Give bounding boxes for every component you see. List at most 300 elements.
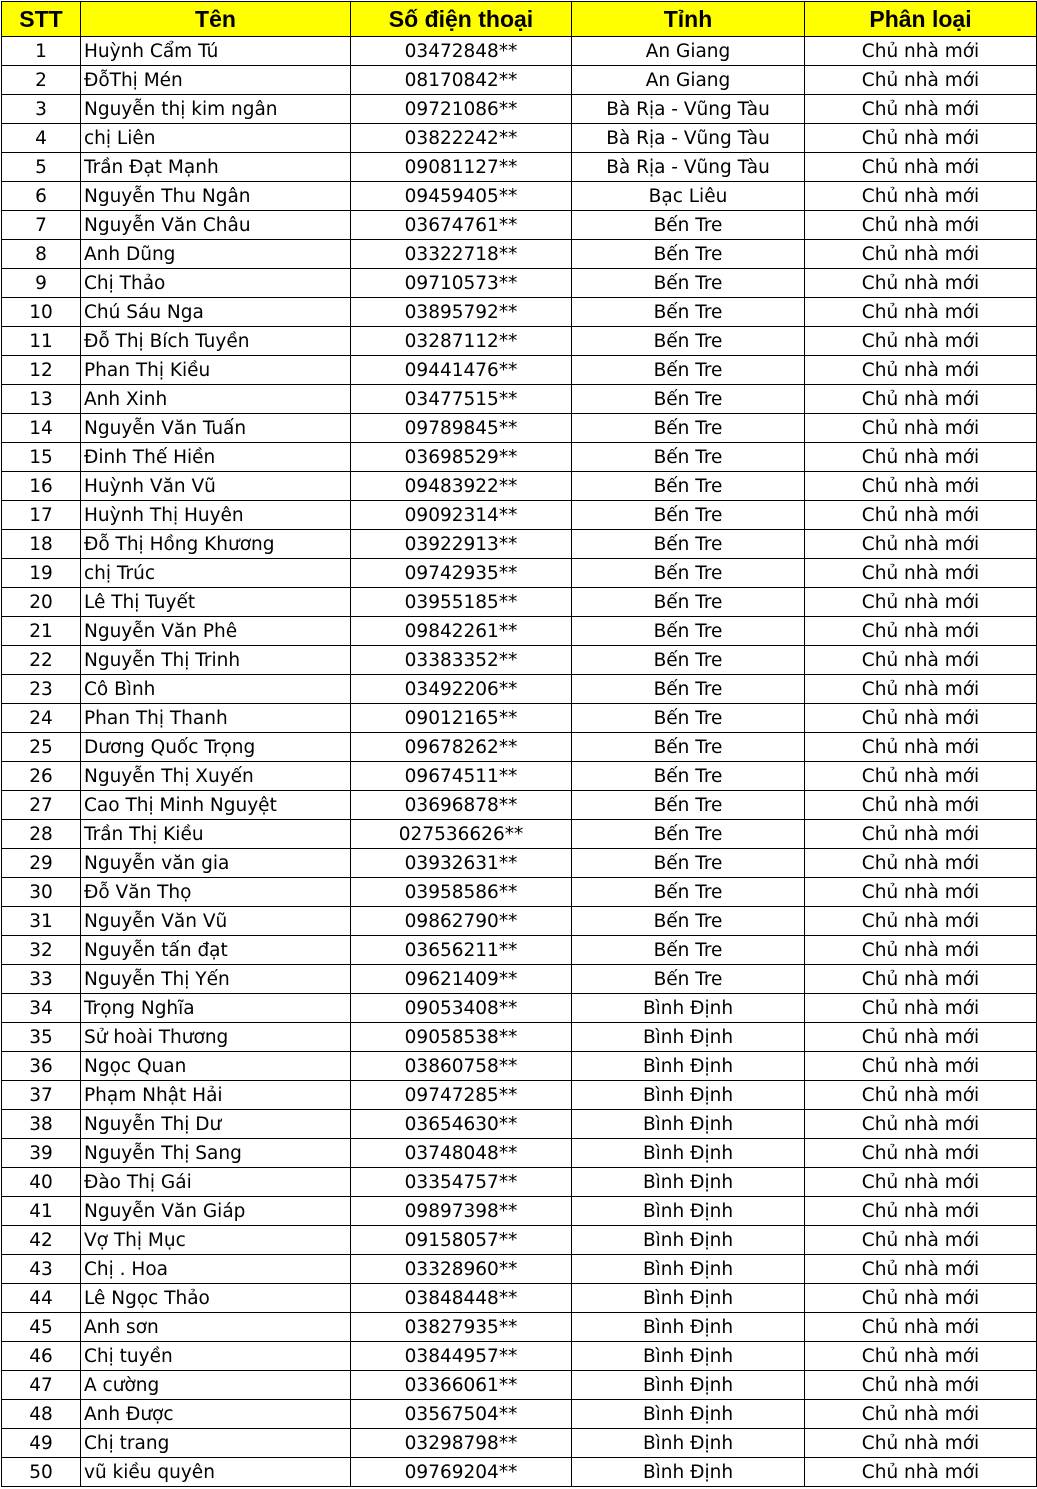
cell-province: Bến Tre [572, 936, 805, 965]
header-province: Tỉnh [572, 2, 805, 37]
cell-category: Chủ nhà mới [805, 675, 1037, 704]
cell-stt: 33 [2, 965, 81, 994]
cell-name: Huỳnh Cẩm Tú [81, 37, 351, 66]
table-row [2, 1284, 1037, 1313]
cell-name: Cao Thị Minh Nguyệt [81, 791, 351, 820]
table-row [2, 1168, 1037, 1197]
cell-stt: 31 [2, 907, 81, 936]
cell-category: Chủ nhà mới [805, 704, 1037, 733]
cell-stt: 36 [2, 1052, 81, 1081]
table-row [2, 849, 1037, 878]
cell-phone: 03366061** [351, 1371, 572, 1400]
table-row [2, 1458, 1037, 1487]
header-stt: STT [2, 2, 81, 37]
cell-phone: 03287112** [351, 327, 572, 356]
cell-phone: 03922913** [351, 530, 572, 559]
table-row [2, 95, 1037, 124]
cell-name: Anh Xinh [81, 385, 351, 414]
cell-phone: 09441476** [351, 356, 572, 385]
cell-province: Bình Định [572, 1371, 805, 1400]
cell-province: Bến Tre [572, 762, 805, 791]
cell-category: Chủ nhà mới [805, 878, 1037, 907]
cell-name: Nguyễn Văn Giáp [81, 1197, 351, 1226]
cell-province: Bến Tre [572, 733, 805, 762]
cell-stt: 40 [2, 1168, 81, 1197]
table-row [2, 124, 1037, 153]
cell-phone: 03748048** [351, 1139, 572, 1168]
cell-province: Bến Tre [572, 588, 805, 617]
table-row [2, 704, 1037, 733]
cell-stt: 28 [2, 820, 81, 849]
cell-phone: 03322718** [351, 240, 572, 269]
cell-name: chị Trúc [81, 559, 351, 588]
cell-phone: 03958586** [351, 878, 572, 907]
cell-category: Chủ nhà mới [805, 356, 1037, 385]
cell-province: Bến Tre [572, 820, 805, 849]
cell-name: Chị Thảo [81, 269, 351, 298]
cell-phone: 03827935** [351, 1313, 572, 1342]
cell-province: Bình Định [572, 1255, 805, 1284]
cell-stt: 17 [2, 501, 81, 530]
cell-province: Bình Định [572, 1284, 805, 1313]
cell-phone: 03477515** [351, 385, 572, 414]
cell-province: Bình Định [572, 1313, 805, 1342]
cell-stt: 2 [2, 66, 81, 95]
cell-phone: 03698529** [351, 443, 572, 472]
cell-province: Bình Định [572, 1342, 805, 1371]
cell-name: Nguyễn Thị Trinh [81, 646, 351, 675]
cell-stt: 27 [2, 791, 81, 820]
cell-stt: 7 [2, 211, 81, 240]
cell-name: Phạm Nhật Hải [81, 1081, 351, 1110]
cell-name: Lê Thị Tuyết [81, 588, 351, 617]
cell-category: Chủ nhà mới [805, 849, 1037, 878]
cell-name: Nguyễn văn gia [81, 849, 351, 878]
cell-province: Bến Tre [572, 327, 805, 356]
cell-stt: 4 [2, 124, 81, 153]
cell-category: Chủ nhà mới [805, 1081, 1037, 1110]
cell-province: Bến Tre [572, 965, 805, 994]
cell-name: Trọng Nghĩa [81, 994, 351, 1023]
table-row [2, 907, 1037, 936]
cell-name: Ngọc Quan [81, 1052, 351, 1081]
cell-phone: 09742935** [351, 559, 572, 588]
cell-phone: 03656211** [351, 936, 572, 965]
cell-stt: 26 [2, 762, 81, 791]
table-row [2, 182, 1037, 211]
cell-name: ĐỗThị Mén [81, 66, 351, 95]
cell-category: Chủ nhà mới [805, 1342, 1037, 1371]
cell-stt: 39 [2, 1139, 81, 1168]
cell-phone: 03844957** [351, 1342, 572, 1371]
cell-category: Chủ nhà mới [805, 1458, 1037, 1487]
cell-phone: 03567504** [351, 1400, 572, 1429]
table-row [2, 820, 1037, 849]
table-row [2, 1313, 1037, 1342]
cell-category: Chủ nhà mới [805, 1429, 1037, 1458]
cell-phone: 09081127** [351, 153, 572, 182]
cell-province: Bến Tre [572, 269, 805, 298]
cell-name: Anh Dũng [81, 240, 351, 269]
cell-stt: 43 [2, 1255, 81, 1284]
cell-name: Nguyễn thị kim ngân [81, 95, 351, 124]
cell-province: Bà Rịa - Vũng Tàu [572, 153, 805, 182]
table-row [2, 269, 1037, 298]
cell-name: Nguyễn Thị Xuyến [81, 762, 351, 791]
cell-province: Bình Định [572, 1139, 805, 1168]
cell-stt: 29 [2, 849, 81, 878]
cell-phone: 03955185** [351, 588, 572, 617]
cell-phone: 09158057** [351, 1226, 572, 1255]
cell-province: Bến Tre [572, 675, 805, 704]
cell-phone: 03696878** [351, 791, 572, 820]
header-phone: Số điện thoại [351, 2, 572, 37]
cell-name: Lê Ngọc Thảo [81, 1284, 351, 1313]
cell-phone: 08170842** [351, 66, 572, 95]
cell-name: Nguyễn Văn Tuấn [81, 414, 351, 443]
cell-province: Bến Tre [572, 791, 805, 820]
cell-name: Sử hoài Thương [81, 1023, 351, 1052]
cell-category: Chủ nhà mới [805, 385, 1037, 414]
cell-province: Bến Tre [572, 443, 805, 472]
table-row [2, 762, 1037, 791]
table-row [2, 501, 1037, 530]
table-row [2, 1371, 1037, 1400]
cell-province: Bình Định [572, 1197, 805, 1226]
table-row [2, 617, 1037, 646]
cell-name: Chị tuyền [81, 1342, 351, 1371]
cell-name: Vợ Thị Mục [81, 1226, 351, 1255]
cell-province: Bến Tre [572, 356, 805, 385]
cell-category: Chủ nhà mới [805, 240, 1037, 269]
cell-category: Chủ nhà mới [805, 1371, 1037, 1400]
cell-province: Bình Định [572, 1458, 805, 1487]
cell-phone: 027536626** [351, 820, 572, 849]
cell-category: Chủ nhà mới [805, 907, 1037, 936]
table-row [2, 936, 1037, 965]
cell-name: Đỗ Văn Thọ [81, 878, 351, 907]
cell-phone: 03932631** [351, 849, 572, 878]
table-row [2, 414, 1037, 443]
cell-stt: 49 [2, 1429, 81, 1458]
cell-stt: 1 [2, 37, 81, 66]
cell-phone: 09459405** [351, 182, 572, 211]
cell-category: Chủ nhà mới [805, 1400, 1037, 1429]
cell-phone: 09710573** [351, 269, 572, 298]
cell-name: Nguyễn Văn Châu [81, 211, 351, 240]
cell-phone: 03354757** [351, 1168, 572, 1197]
table-row [2, 530, 1037, 559]
cell-stt: 9 [2, 269, 81, 298]
table-row [2, 1052, 1037, 1081]
cell-category: Chủ nhà mới [805, 414, 1037, 443]
cell-category: Chủ nhà mới [805, 646, 1037, 675]
table-row [2, 153, 1037, 182]
cell-category: Chủ nhà mới [805, 327, 1037, 356]
cell-phone: 09678262** [351, 733, 572, 762]
cell-province: Bình Định [572, 1110, 805, 1139]
cell-phone: 09747285** [351, 1081, 572, 1110]
cell-phone: 09674511** [351, 762, 572, 791]
cell-category: Chủ nhà mới [805, 559, 1037, 588]
cell-province: Bến Tre [572, 559, 805, 588]
table-row [2, 1197, 1037, 1226]
table-row [2, 646, 1037, 675]
cell-province: Bến Tre [572, 646, 805, 675]
cell-province: Bến Tre [572, 385, 805, 414]
cell-province: Bình Định [572, 1400, 805, 1429]
cell-name: A cường [81, 1371, 351, 1400]
cell-phone: 09012165** [351, 704, 572, 733]
cell-stt: 22 [2, 646, 81, 675]
table-row [2, 791, 1037, 820]
cell-province: Bình Định [572, 1429, 805, 1458]
cell-phone: 03654630** [351, 1110, 572, 1139]
cell-phone: 03674761** [351, 211, 572, 240]
cell-name: Trần Thị Kiều [81, 820, 351, 849]
cell-stt: 15 [2, 443, 81, 472]
table-row [2, 240, 1037, 269]
cell-category: Chủ nhà mới [805, 472, 1037, 501]
table-row [2, 1429, 1037, 1458]
cell-name: Nguyễn Văn Phê [81, 617, 351, 646]
cell-province: An Giang [572, 66, 805, 95]
cell-name: Anh sơn [81, 1313, 351, 1342]
table-row [2, 211, 1037, 240]
cell-province: Bà Rịa - Vũng Tàu [572, 124, 805, 153]
cell-stt: 44 [2, 1284, 81, 1313]
cell-category: Chủ nhà mới [805, 588, 1037, 617]
cell-province: Bến Tre [572, 617, 805, 646]
cell-phone: 03298798** [351, 1429, 572, 1458]
cell-name: Đinh Thế Hiền [81, 443, 351, 472]
cell-category: Chủ nhà mới [805, 530, 1037, 559]
cell-stt: 12 [2, 356, 81, 385]
cell-name: vũ kiều quyên [81, 1458, 351, 1487]
cell-phone: 03895792** [351, 298, 572, 327]
cell-stt: 6 [2, 182, 81, 211]
cell-phone: 03472848** [351, 37, 572, 66]
cell-category: Chủ nhà mới [805, 211, 1037, 240]
cell-name: Anh Được [81, 1400, 351, 1429]
cell-phone: 09842261** [351, 617, 572, 646]
table-row [2, 1400, 1037, 1429]
cell-category: Chủ nhà mới [805, 762, 1037, 791]
cell-stt: 3 [2, 95, 81, 124]
header-row [2, 2, 1037, 37]
cell-name: Trần Đạt Mạnh [81, 153, 351, 182]
cell-name: Dương Quốc Trọng [81, 733, 351, 762]
table-row [2, 1342, 1037, 1371]
cell-phone: 03822242** [351, 124, 572, 153]
cell-category: Chủ nhà mới [805, 153, 1037, 182]
table-row [2, 66, 1037, 95]
cell-name: Chị . Hoa [81, 1255, 351, 1284]
cell-stt: 45 [2, 1313, 81, 1342]
cell-province: Bến Tre [572, 240, 805, 269]
cell-province: Bến Tre [572, 211, 805, 240]
cell-phone: 09621409** [351, 965, 572, 994]
cell-phone: 09483922** [351, 472, 572, 501]
table-row [2, 356, 1037, 385]
cell-phone: 03860758** [351, 1052, 572, 1081]
cell-name: Nguyễn Thu Ngân [81, 182, 351, 211]
cell-stt: 5 [2, 153, 81, 182]
cell-phone: 03492206** [351, 675, 572, 704]
cell-stt: 37 [2, 1081, 81, 1110]
cell-phone: 09092314** [351, 501, 572, 530]
cell-category: Chủ nhà mới [805, 1313, 1037, 1342]
cell-phone: 09053408** [351, 994, 572, 1023]
cell-category: Chủ nhà mới [805, 124, 1037, 153]
cell-phone: 09721086** [351, 95, 572, 124]
table-row [2, 298, 1037, 327]
cell-category: Chủ nhà mới [805, 269, 1037, 298]
cell-stt: 46 [2, 1342, 81, 1371]
cell-phone: 03383352** [351, 646, 572, 675]
table-row [2, 1081, 1037, 1110]
cell-phone: 09789845** [351, 414, 572, 443]
cell-category: Chủ nhà mới [805, 1139, 1037, 1168]
cell-name: Phan Thị Thanh [81, 704, 351, 733]
table-row [2, 675, 1037, 704]
cell-name: Cô Bình [81, 675, 351, 704]
cell-name: Phan Thị Kiều [81, 356, 351, 385]
cell-stt: 23 [2, 675, 81, 704]
header-name: Tên [81, 2, 351, 37]
cell-phone: 09769204** [351, 1458, 572, 1487]
cell-stt: 38 [2, 1110, 81, 1139]
table-row [2, 878, 1037, 907]
cell-name: Đỗ Thị Bích Tuyền [81, 327, 351, 356]
cell-stt: 25 [2, 733, 81, 762]
table-row [2, 1023, 1037, 1052]
cell-phone: 03848448** [351, 1284, 572, 1313]
cell-name: Nguyễn tấn đạt [81, 936, 351, 965]
cell-stt: 21 [2, 617, 81, 646]
cell-province: Bạc Liêu [572, 182, 805, 211]
cell-name: Chú Sáu Nga [81, 298, 351, 327]
cell-category: Chủ nhà mới [805, 298, 1037, 327]
cell-stt: 18 [2, 530, 81, 559]
table-row [2, 965, 1037, 994]
cell-province: Bến Tre [572, 530, 805, 559]
cell-category: Chủ nhà mới [805, 501, 1037, 530]
cell-name: chị Liên [81, 124, 351, 153]
cell-category: Chủ nhà mới [805, 182, 1037, 211]
cell-stt: 11 [2, 327, 81, 356]
cell-category: Chủ nhà mới [805, 1255, 1037, 1284]
cell-stt: 14 [2, 414, 81, 443]
table-row [2, 1110, 1037, 1139]
table-row [2, 327, 1037, 356]
cell-category: Chủ nhà mới [805, 936, 1037, 965]
cell-stt: 24 [2, 704, 81, 733]
cell-province: Bình Định [572, 1168, 805, 1197]
table-row [2, 588, 1037, 617]
table-row [2, 994, 1037, 1023]
cell-category: Chủ nhà mới [805, 1226, 1037, 1255]
cell-stt: 41 [2, 1197, 81, 1226]
cell-name: Chị trang [81, 1429, 351, 1458]
cell-province: Bình Định [572, 1052, 805, 1081]
header-category: Phân loại [805, 2, 1037, 37]
cell-province: Bến Tre [572, 704, 805, 733]
cell-stt: 34 [2, 994, 81, 1023]
cell-stt: 19 [2, 559, 81, 588]
cell-category: Chủ nhà mới [805, 617, 1037, 646]
cell-stt: 32 [2, 936, 81, 965]
cell-name: Huỳnh Văn Vũ [81, 472, 351, 501]
cell-stt: 30 [2, 878, 81, 907]
table-row [2, 472, 1037, 501]
cell-province: Bình Định [572, 1081, 805, 1110]
cell-category: Chủ nhà mới [805, 95, 1037, 124]
cell-phone: 09897398** [351, 1197, 572, 1226]
cell-category: Chủ nhà mới [805, 1197, 1037, 1226]
cell-category: Chủ nhà mới [805, 791, 1037, 820]
table-row [2, 1226, 1037, 1255]
cell-category: Chủ nhà mới [805, 1284, 1037, 1313]
cell-province: Bình Định [572, 994, 805, 1023]
cell-province: Bến Tre [572, 472, 805, 501]
cell-name: Nguyễn Thị Yến [81, 965, 351, 994]
cell-category: Chủ nhà mới [805, 820, 1037, 849]
table-row [2, 37, 1037, 66]
cell-phone: 09058538** [351, 1023, 572, 1052]
cell-name: Đỗ Thị Hồng Khương [81, 530, 351, 559]
cell-province: Bà Rịa - Vũng Tàu [572, 95, 805, 124]
cell-category: Chủ nhà mới [805, 733, 1037, 762]
table-row [2, 733, 1037, 762]
cell-category: Chủ nhà mới [805, 66, 1037, 95]
customer-table [1, 1, 1037, 1487]
cell-stt: 16 [2, 472, 81, 501]
table-row [2, 1255, 1037, 1284]
cell-category: Chủ nhà mới [805, 1023, 1037, 1052]
cell-stt: 20 [2, 588, 81, 617]
cell-phone: 09862790** [351, 907, 572, 936]
cell-province: Bến Tre [572, 849, 805, 878]
cell-category: Chủ nhà mới [805, 965, 1037, 994]
cell-province: Bình Định [572, 1023, 805, 1052]
cell-name: Nguyễn Thị Dư [81, 1110, 351, 1139]
cell-province: Bến Tre [572, 907, 805, 936]
cell-category: Chủ nhà mới [805, 443, 1037, 472]
cell-name: Nguyễn Văn Vũ [81, 907, 351, 936]
cell-stt: 47 [2, 1371, 81, 1400]
cell-category: Chủ nhà mới [805, 37, 1037, 66]
cell-category: Chủ nhà mới [805, 994, 1037, 1023]
cell-province: Bến Tre [572, 501, 805, 530]
cell-stt: 48 [2, 1400, 81, 1429]
cell-phone: 03328960** [351, 1255, 572, 1284]
table-row [2, 559, 1037, 588]
cell-province: Bến Tre [572, 878, 805, 907]
cell-stt: 35 [2, 1023, 81, 1052]
cell-name: Huỳnh Thị Huyên [81, 501, 351, 530]
cell-name: Nguyễn Thị Sang [81, 1139, 351, 1168]
cell-province: Bến Tre [572, 414, 805, 443]
cell-stt: 42 [2, 1226, 81, 1255]
cell-stt: 8 [2, 240, 81, 269]
cell-stt: 13 [2, 385, 81, 414]
cell-stt: 50 [2, 1458, 81, 1487]
cell-province: Bến Tre [572, 298, 805, 327]
table-header [2, 2, 1037, 37]
cell-stt: 10 [2, 298, 81, 327]
cell-category: Chủ nhà mới [805, 1052, 1037, 1081]
